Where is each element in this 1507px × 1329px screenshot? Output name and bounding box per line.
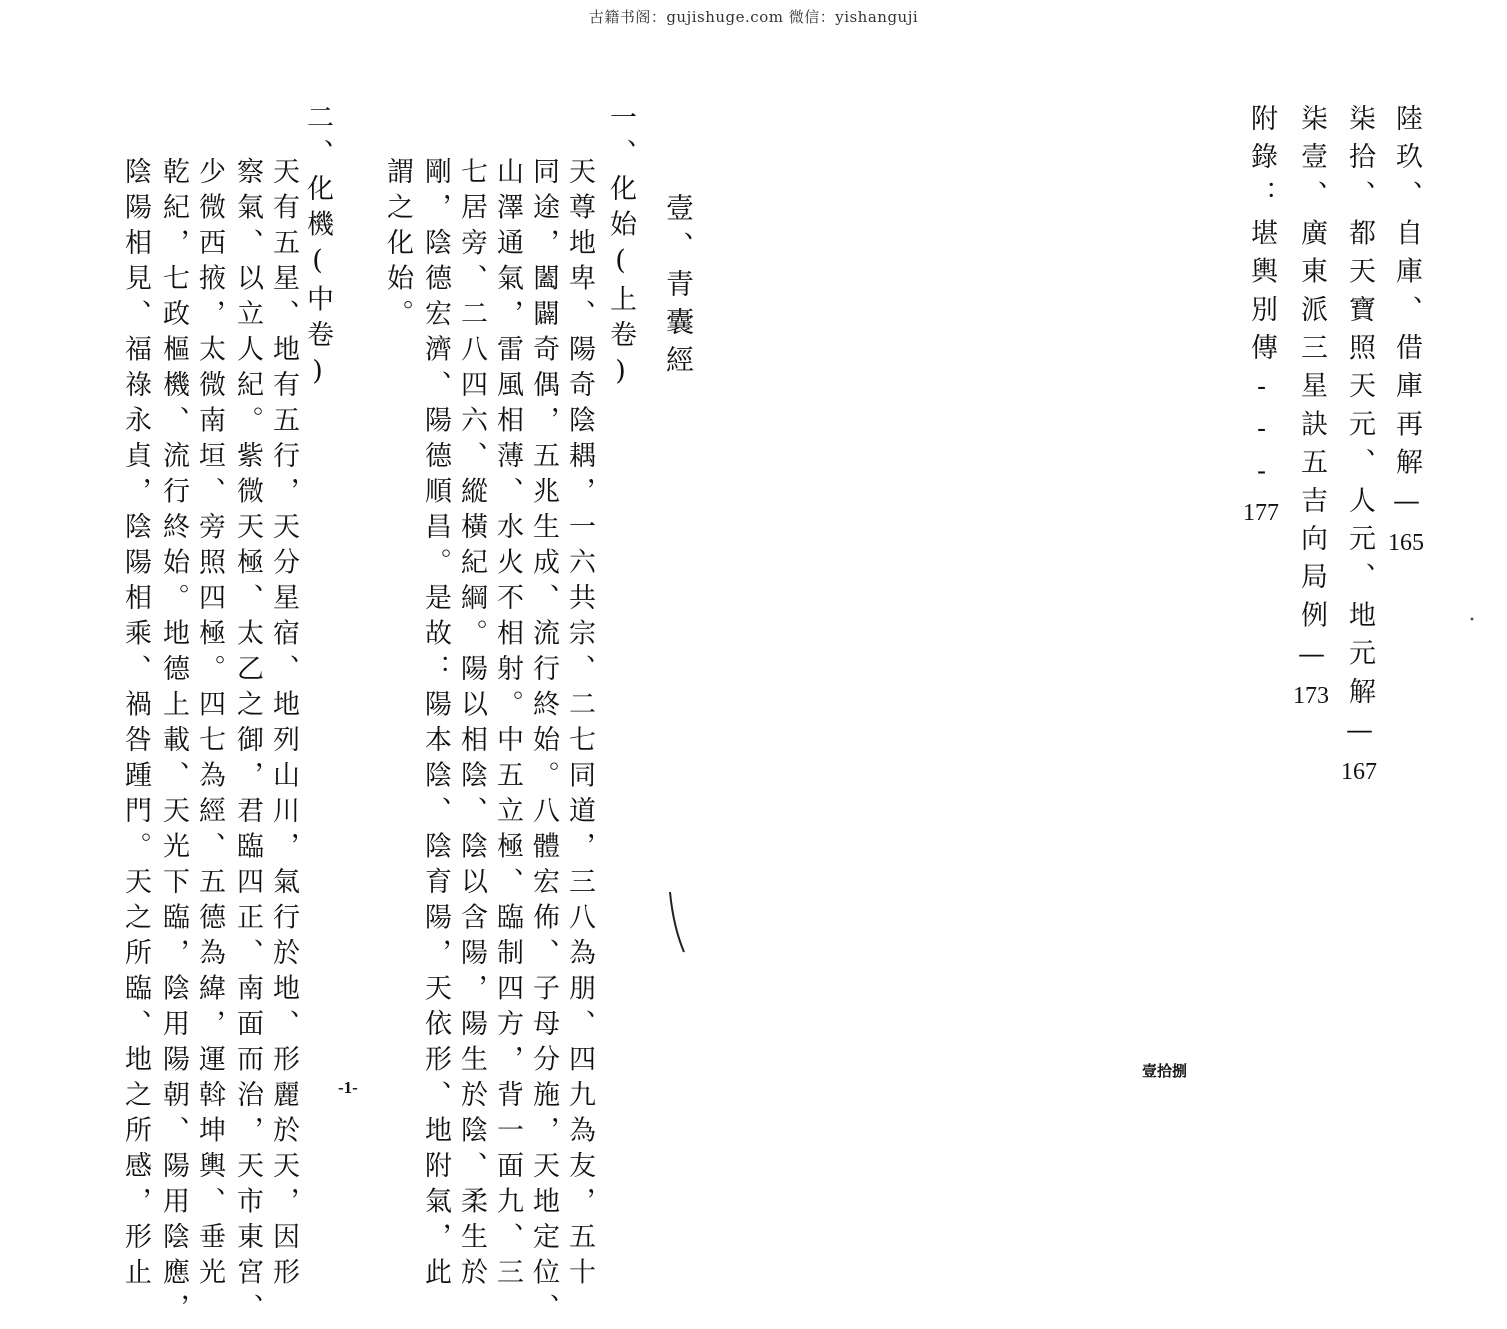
section1-line-6: 謂之化始。: [382, 157, 413, 335]
toc-entry-text: 柒壹、廣東派三星訣五吉向局例—: [1296, 104, 1327, 681]
toc-entry-70: [1341, 104, 1377, 787]
toc-entry-text: 附錄：堪輿別傳‐‐‐: [1246, 104, 1277, 498]
section1-heading-text: 一、化始: [605, 103, 636, 245]
section2-line-3: 少微西掖，太微南垣、旁照四極。四七為經、五德為緯，運斡坤輿、垂光: [194, 157, 225, 1293]
scan-dot-mark: [1468, 615, 1476, 623]
section2-line-2: 察氣、以立人紀。紫微天極、太乙之御，君臨四正、南面而治，天市東宮、: [232, 157, 263, 1329]
toc-entry-page: 165: [1388, 530, 1424, 557]
section2-line-5: 陰陽相見、福祿永貞，陰陽相乘、禍咎踵門。天之所臨、地之所感，形止: [120, 157, 151, 1293]
section1-line-1: 天尊地卑、陽奇陰耦，一六共宗、二七同道，三八為朋、四九為友，五十: [564, 157, 595, 1293]
watermark-header: 古籍书阁：gujishuge.com 微信：yishanguji: [588, 8, 919, 26]
toc-entry-69: [1388, 104, 1424, 558]
scan-stroke-mark: [664, 888, 690, 958]
section1-line-2: 同途，闔闢奇偶，五兆生成、流行終始。八體宏佈、子母分施，天地定位、: [528, 157, 559, 1329]
toc-entry-page: 173: [1293, 683, 1329, 709]
section1-line-4: 七居旁、二八四六、縱橫紀綱。陽以相陰、陰以含陽，陽生於陰、柔生於: [456, 157, 487, 1293]
section2-heading-text: 二、化機: [302, 103, 333, 245]
section1-heading: [607, 103, 634, 395]
toc-entry-page: 167: [1341, 759, 1377, 786]
toc-entry-text: 陸玖、自庫、借庫再解—: [1391, 104, 1422, 529]
toc-entry-page: 177: [1243, 500, 1279, 526]
page-number-left: -1-: [338, 1078, 358, 1097]
page-number-right: 壹拾捌: [1142, 1062, 1188, 1080]
section2-heading: [304, 103, 331, 395]
section1-line-5: 剛，陰德宏濟、陽德順昌。是故：陽本陰、陰育陽，天依形、地附氣，此: [420, 157, 451, 1293]
section1-volume: (上卷): [605, 245, 636, 395]
toc-entry-71: [1293, 104, 1329, 711]
section2-volume: (中卷): [302, 245, 333, 395]
toc-entry-appendix: [1243, 104, 1279, 528]
chapter-title: 壹、青囊經: [662, 193, 695, 383]
section2-line-4: 乾紀，七政樞機、流行終始。地德上載、天光下臨，陰用陽朝、陽用陰應，: [158, 157, 189, 1329]
section2-line-1: 天有五星、地有五行，天分星宿、地列山川，氣行於地、形麗於天，因形: [268, 157, 299, 1293]
toc-entry-text: 柒拾、都天寶照天元、人元、地元解—: [1344, 104, 1375, 758]
section1-line-3: 山澤通氣，雷風相薄、水火不相射。中五立極、臨制四方，背一面九、三: [492, 157, 523, 1293]
